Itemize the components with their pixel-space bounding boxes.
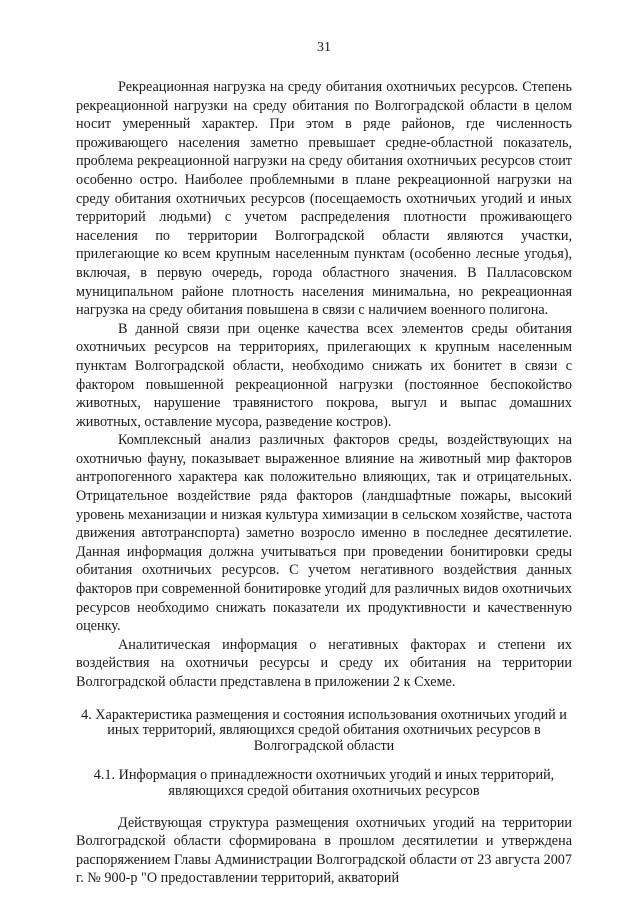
subsection-heading: 4.1. Информация о принадлежности охотничьих угодий и иных территорий, являющихся средой обитания охотничьих ресурсов [93, 767, 555, 799]
paragraph-analytical-info: Аналитическая информация о негативных факторах и степени их воздействия на охотничьи ресурсы и среду их обитания на территории Волгоградской области представлена в приложении 2 к Схеме. [76, 636, 572, 690]
page-number: 31 [317, 40, 331, 55]
paragraph-recreational-load: Рекреационная нагрузка на среду обитания охотничьих ресурсов. Степень рекреационной нагрузки на среду обитания по Волгоградской области в целом носит умеренный характер. При этом в ряде районов, где численность проживающего населения заметно превышает средне-областной показатель, проблема рекреационной нагрузки на среду обитания охотничьих ресурсов стоит особенно остро. Наиболее проблемными в плане рекреационной нагрузки на среду обитания охотничьих ресурсов (посещаемость охотничьих угодий и иных территорий людьми) с учетом распределения плотности проживающего населения по территории Волгоградской области являются участки, прилегающие ко всем крупным населенным пунктам (особенно лесные угодья), включая, в первую очередь, города областного значения. В Палласовском муниципальном районе плотность населения минимальна, но рекреационная нагрузка на среду обитания повышена в связи с наличием военного полигона. [76, 79, 572, 319]
section-heading: 4. Характеристика размещения и состояния использования охотничьих угодий и иных территорий, являющихся средой обитания охотничьих ресурсов в Волгоградской области [81, 706, 567, 754]
paragraph-complex-analysis: Комплексный анализ различных факторов среды, воздействующих на охотничью фауну, показывает выраженное влияние на животный мир факторов антропогенного характера как положительно влияющих, так и отрицательных. Отрицательное воздействие ряда факторов (ландшафтные пожары, высокий уровень механизации и низкая культура химизации в сельском хозяйстве, частота движения автотранспорта) заметно возросло именно в последнее десятилетие. Данная информация должна учитываться при проведении бонитировки среды обитания охотничьих ресурсов. С учетом негативного воздействия данных факторов при современной бонитировке угодий для различных видов охотничьих ресурсов необходимо снижать показатели их продуктивности и качественную оценку. [76, 432, 572, 635]
paragraph-quality-assessment: В данной связи при оценке качества всех элементов среды обитания охотничьих ресурсов на территориях, прилегающих к крупным населенным пунктам Волгоградской области, необходимо снижать их бонитет в связи с фактором повышенной рекреационной нагрузки (постоянное беспокойство животных, нарушение травянистого покрова, выгул и выпас домашних животных, оставление мусора, разведение костров). [76, 320, 572, 430]
paragraph-current-structure: Действующая структура размещения охотничьих угодий на территории Волгоградской области сформирована в прошлом десятилетии и утверждена распоряжением Главы Администрации Волгоградской области от 23 августа 2007 г. № 900-р "О предоставлении территорий, акваторий [76, 814, 572, 887]
